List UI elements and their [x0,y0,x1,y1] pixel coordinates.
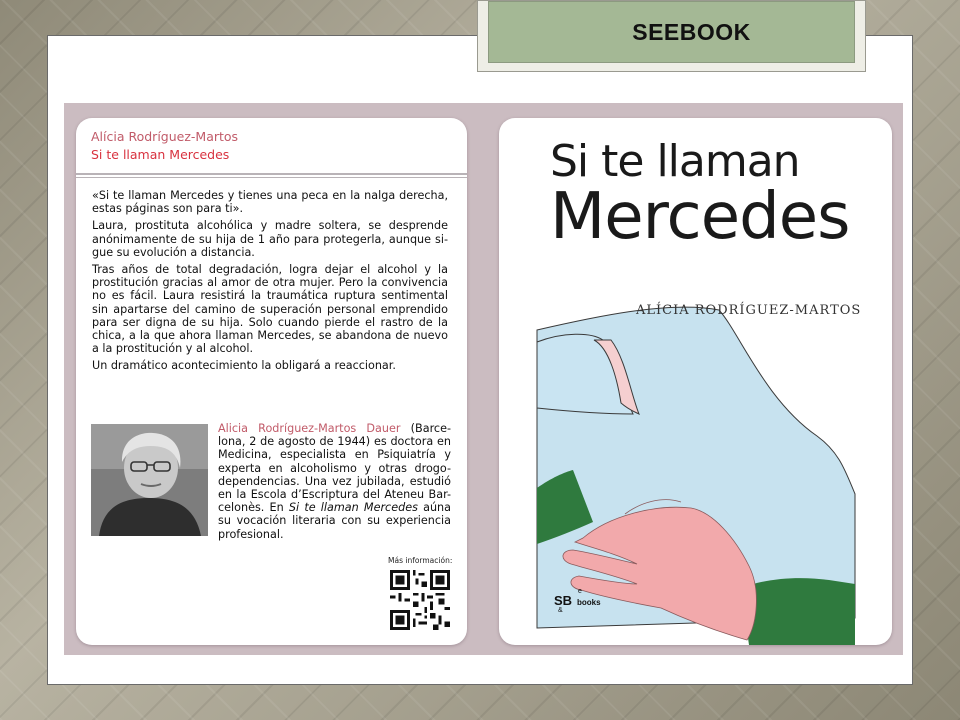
synopsis-paragraph: Laura, prostituta alcohólica y madre soltera, se desprende anónimamente de su hija de 1 año para protegerla, aunque si-gue su evolución a distancia. [92,219,448,259]
publisher-logo-books: books [577,598,601,607]
synopsis-paragraph: Tras años de total degradación, logra dejar el alcohol y la prostitución gracias al amor de otra mujer. Pero la convivencia no es fácil. Laura resistirá la traumática ruptura sentimental sin apartarse del camino de superación personal emprendido para ser digna de su hija. Solo cuando pierde el rastro de la chica, a la que ahora llaman Mercedes, se abandona de nuevo a la prostitución y al alcohol. [92,263,448,356]
bio-book-title: Si te llaman Mercedes [288,501,418,515]
synopsis [92,189,448,377]
back-cover-title: Si te llaman Mercedes [91,147,230,162]
cover-title-line2: Mercedes [550,180,850,254]
divider [76,177,467,178]
cover-title-line1: Si te llaman [550,136,800,187]
publisher-logo [554,588,601,614]
qr-code-icon [390,570,450,630]
book-spread-image [64,103,903,655]
divider [76,173,467,175]
publisher-logo-e: e [578,588,582,595]
bio-name: Alicia Rodríguez-Martos Dauer [218,422,401,435]
cover-author: ALÍCIA RODRÍGUEZ-MARTOS [636,303,862,318]
bio-text: (Barce-lona, 2 de agosto de 1944) es doctora en Medicina, especialista en Psiquiatría y experta en alcoholismo y otras drogo-dependencias. Una vez jubilada, estudió en la Escola d’Escriptura del Ateneu Bar-celonès. En [218,422,451,515]
header-tab [477,0,866,72]
back-cover [76,118,467,645]
author-bio [218,422,451,541]
front-cover [499,118,892,645]
back-cover-author: Alícia Rodríguez-Martos [91,129,239,144]
bio-text: aúna su vocación literaria con su experiencia profesional. [218,501,452,541]
header-tab-inner [488,1,855,63]
author-photo [91,424,208,536]
more-info-label: Más información: [388,556,453,565]
page-title: SEEBOOK [632,18,751,45]
synopsis-paragraph: Un dramático acontecimiento la obligará a reaccionar. [92,359,396,373]
synopsis-paragraph: «Si te llaman Mercedes y tienes una peca en la nalga derecha, estas páginas son para ti». [92,189,448,216]
publisher-logo-sb: SB [554,593,573,608]
publisher-logo-amp: & [558,607,563,614]
